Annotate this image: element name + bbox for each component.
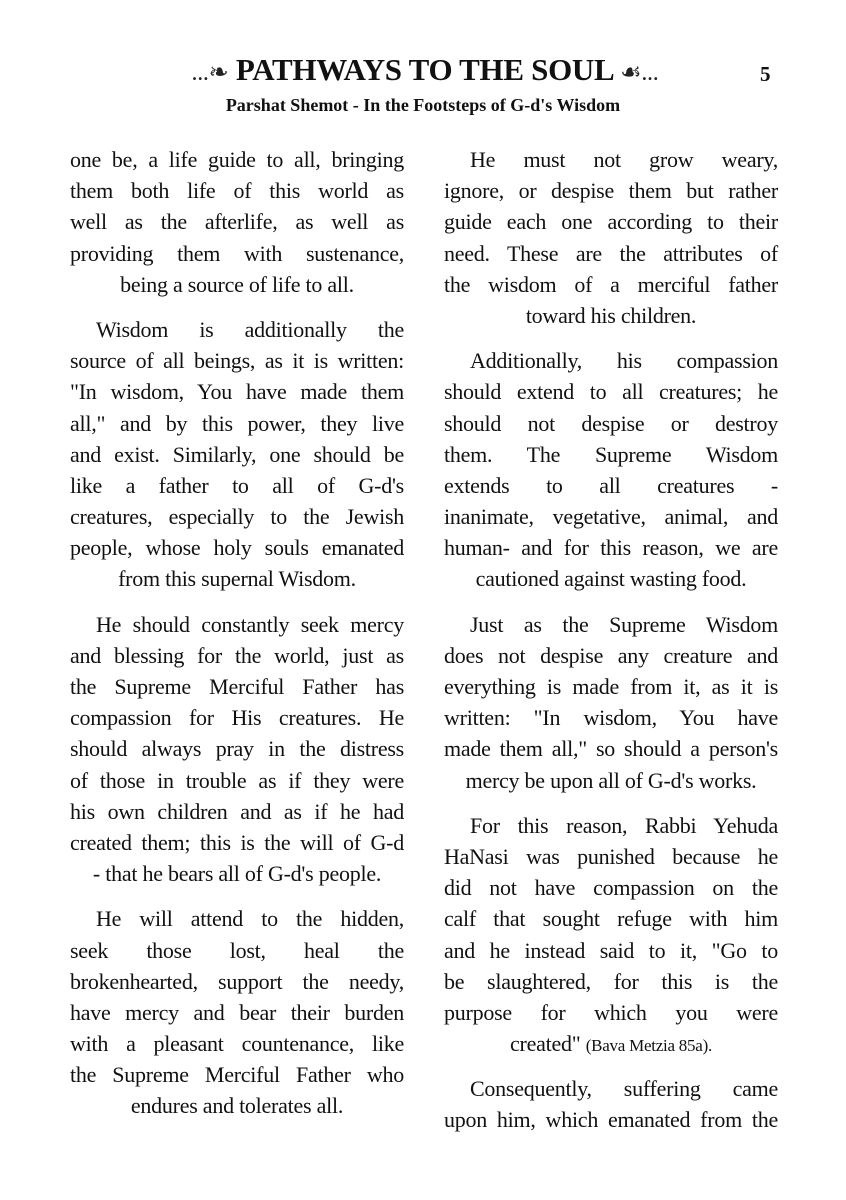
text-line <box>444 470 778 501</box>
paragraph <box>70 903 404 1121</box>
text-line <box>70 345 404 376</box>
paragraph <box>444 345 778 595</box>
text-line <box>70 935 404 966</box>
text-line <box>444 408 778 439</box>
text-line <box>70 376 404 407</box>
text-line <box>70 408 404 439</box>
text-line-content: did not have compassion on the <box>444 875 778 901</box>
text-line <box>70 269 404 300</box>
citation: (Bava Metzia 85a). <box>585 1036 712 1056</box>
text-line-content: inanimate, vegetative, animal, and <box>444 504 778 530</box>
text-line-content: the Supreme Merciful Father who <box>70 1062 404 1088</box>
text-line <box>444 300 778 331</box>
text-line <box>70 609 404 640</box>
text-line-content: one be, a life guide to all, bringing <box>70 147 404 172</box>
text-line <box>444 206 778 237</box>
paragraph <box>444 1073 778 1135</box>
paragraph <box>70 609 404 890</box>
text-line-content: should not despise or destroy <box>444 410 778 436</box>
text-line-content: people, whose holy souls emanated <box>70 535 404 561</box>
text-line-content: the Supreme Merciful Father has <box>70 674 404 699</box>
text-line-content: toward his children. <box>525 302 697 328</box>
text-line <box>70 903 404 934</box>
paragraph <box>444 609 778 796</box>
text-line-content: creatures, especially to the Jewish <box>70 504 404 530</box>
text-line <box>70 206 404 237</box>
text-line-content: For this reason, Rabbi Yehuda <box>470 812 778 838</box>
text-line <box>444 1104 778 1135</box>
page-number: 5 <box>760 62 771 86</box>
text-line-content: compassion for His creatures. He <box>70 705 404 731</box>
text-line <box>70 314 404 345</box>
text-line <box>444 439 778 470</box>
text-line-content: purpose for which you were <box>444 999 778 1025</box>
text-line-content: created them; this is the will of G-d <box>70 829 404 855</box>
text-line <box>444 1073 778 1104</box>
text-line <box>70 144 404 175</box>
text-line <box>444 345 778 376</box>
text-line-content: and blessing for the world, just as <box>70 642 404 668</box>
text-line-content: He must not grow weary, <box>470 147 778 172</box>
text-line <box>444 671 778 702</box>
text-line <box>70 175 404 206</box>
text-line <box>444 935 778 966</box>
text-line-content: made them all," so should a person's <box>444 736 778 762</box>
text-line-content: source of all beings, as it is written: <box>70 348 404 374</box>
text-line <box>444 175 778 206</box>
text-line <box>444 501 778 532</box>
text-line <box>70 640 404 671</box>
text-line <box>70 439 404 470</box>
text-line <box>444 269 778 300</box>
text-line-content: Additionally, his compassion <box>470 348 778 374</box>
text-line-content: He will attend to the hidden, <box>96 906 404 932</box>
text-line-content: everything is made from it, as it is <box>444 674 778 699</box>
text-line-content: calf that sought refuge with him <box>444 906 778 932</box>
text-line <box>444 966 778 997</box>
text-line-content: from this supernal Wisdom. <box>118 566 356 592</box>
text-line-content: created" <box>510 1031 581 1057</box>
text-line <box>444 376 778 407</box>
text-line-content: does not despise any creature and <box>444 642 778 668</box>
text-line <box>444 144 778 175</box>
text-line <box>444 903 778 934</box>
text-line <box>70 470 404 501</box>
text-line-content: the wisdom of a merciful father <box>444 271 778 297</box>
text-line-content: - that he bears all of G-d's people. <box>92 861 382 887</box>
left-column <box>70 144 404 1136</box>
text-line-content: being a source of life to all. <box>120 271 354 297</box>
text-line-content: them. The Supreme Wisdom <box>444 441 778 467</box>
text-line-content: He should constantly seek mercy <box>96 611 404 637</box>
text-line-content: have mercy and bear their burden <box>70 999 404 1025</box>
text-line <box>70 1090 404 1121</box>
text-line <box>70 563 404 594</box>
paragraph <box>70 314 404 595</box>
text-line <box>70 858 404 889</box>
chapter-subtitle: Parshat Shemot - In the Footsteps of G-d's Wisdom <box>225 95 621 115</box>
text-line-content: be slaughtered, for this is the <box>444 968 778 994</box>
text-line <box>70 702 404 733</box>
text-line <box>70 532 404 563</box>
text-line-content: extends to all creatures - <box>444 472 778 498</box>
text-line-content: them both life of this world as <box>70 178 404 204</box>
text-line-content: Wisdom is additionally the <box>96 316 404 342</box>
ornament-right-icon: ☙... <box>620 60 659 86</box>
text-line <box>70 997 404 1028</box>
text-line <box>444 997 778 1028</box>
text-line-content: HaNasi was punished because he <box>444 843 778 869</box>
text-line-content: human- and for this reason, we are <box>444 535 778 561</box>
text-line <box>70 765 404 796</box>
text-line <box>444 640 778 671</box>
text-line <box>444 810 778 841</box>
text-line-content: Just as the Supreme Wisdom <box>470 611 778 637</box>
ornament-left-icon: ...❧ <box>191 60 229 86</box>
paragraph <box>444 144 778 331</box>
text-line <box>444 765 778 796</box>
text-line <box>444 609 778 640</box>
text-line-content: guide each one according to their <box>444 209 778 235</box>
text-line <box>70 827 404 858</box>
paragraph <box>444 810 778 1060</box>
text-line-content: should always pray in the distress <box>70 736 404 762</box>
text-line-content: "In wisdom, You have made them <box>70 379 404 405</box>
text-line-content: brokenhearted, support the needy, <box>70 968 404 994</box>
text-line <box>444 733 778 764</box>
text-line-content: cautioned against wasting food. <box>475 566 747 592</box>
text-line <box>70 238 404 269</box>
text-line-content: upon him, which emanated from the <box>444 1107 778 1133</box>
text-line-content: should extend to all creatures; he <box>444 379 778 405</box>
text-line-content: of those in trouble as if they were <box>70 767 404 793</box>
text-line-content: providing them with sustenance, <box>70 240 404 266</box>
text-line <box>70 1059 404 1090</box>
text-line <box>444 532 778 563</box>
text-line <box>444 238 778 269</box>
text-line-content: and exist. Similarly, one should be <box>70 441 404 467</box>
text-line-content: his own children and as if he had <box>70 798 404 824</box>
text-line <box>444 1028 778 1059</box>
text-line <box>444 563 778 594</box>
text-line <box>70 1028 404 1059</box>
text-line <box>444 872 778 903</box>
text-line-content: Consequently, suffering came <box>470 1076 778 1102</box>
paragraph <box>70 144 404 300</box>
text-line <box>70 501 404 532</box>
text-line-content: need. These are the attributes of <box>444 240 778 266</box>
text-line-content: written: "In wisdom, You have <box>444 705 778 731</box>
text-line <box>70 796 404 827</box>
right-column <box>444 144 778 1150</box>
text-line <box>70 733 404 764</box>
text-line-content: seek those lost, heal the <box>70 937 404 963</box>
book-title-text: PATHWAYS TO THE SOUL <box>235 52 613 87</box>
text-line-content: ignore, or despise them but rather <box>444 178 778 204</box>
book-title <box>130 52 720 88</box>
text-line-content: like a father to all of G-d's <box>70 472 404 498</box>
text-line-content: well as the afterlife, as well as <box>70 209 404 235</box>
text-line <box>444 702 778 733</box>
text-line-content: endures and tolerates all. <box>130 1093 344 1119</box>
text-line <box>70 966 404 997</box>
text-line-content: mercy be upon all of G-d's works. <box>465 767 757 793</box>
text-line-content: and he instead said to it, "Go to <box>444 937 778 963</box>
text-line <box>444 841 778 872</box>
text-line-content: all," and by this power, they live <box>70 410 404 436</box>
text-line <box>70 671 404 702</box>
text-line-content: with a pleasant countenance, like <box>70 1031 404 1057</box>
